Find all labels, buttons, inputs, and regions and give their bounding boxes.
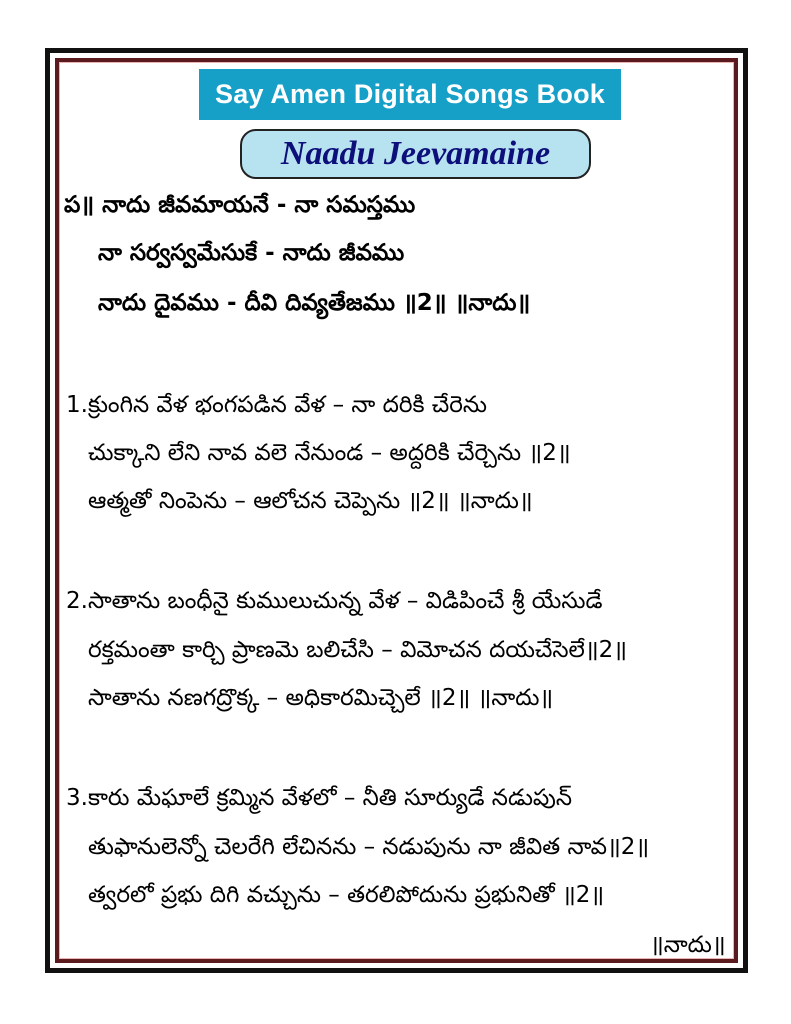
stanza-line: ఆత్మతో నింపెను – ఆలోచన చెప్పెను ॥2॥ ॥నాదు॥ <box>88 488 533 514</box>
songbook-banner: Say Amen Digital Songs Book <box>199 69 621 120</box>
stanza-line: రక్తమంతా కార్చి ప్రాణమె బలిచేసి – విమోచన దయచేసెలే॥2॥ <box>88 637 628 663</box>
song-title: Naadu Jeevamaine <box>240 129 591 179</box>
pallavi-line: నాదు దైవము - దీవి దివ్యతేజము ॥2॥ ॥నాదు॥ <box>98 290 531 316</box>
stanza-line: త్వరలో ప్రభు దిగి వచ్చును – తరలిపోదును ప్రభునితో ॥2॥ <box>88 882 605 908</box>
stanza-line: చుక్కాని లేని నావ వలె నేనుండ – అద్దరికి చేర్చెను ॥2॥ <box>88 440 571 466</box>
stanza-line: 1.క్రుంగిన వేళ భంగపడిన వేళ – నా దరికి చేరెను <box>66 392 488 418</box>
stanza-line: తుఫానులెన్నో చెలరేగి లేచినను – నడుపును నా జీవిత నావ॥2॥ <box>88 834 650 860</box>
stanza-line: 3.కారు మేఘాలే క్రమ్మిన వేళలో – నీతి సూర్యుడే నడుపున్ <box>66 785 573 811</box>
pallavi-line: ప॥ నాదు జీవమాయనే - నా సమస్తము <box>64 192 416 218</box>
pallavi-line: నా సర్వస్వమేసుకే - నాదు జీవము <box>98 240 405 266</box>
stanza-line: 2.సాతాను బంధీనై కుములుచున్న వేళ – విడిపించే శ్రీ యేసుడే <box>66 588 603 614</box>
stanza-line: సాతాను నణగద్రొక్క – అధికారమిచ్చెలే ॥2॥ ॥నాదు॥ <box>88 685 554 711</box>
chorus-repeat-marker: ॥నాదు॥ <box>650 932 726 958</box>
